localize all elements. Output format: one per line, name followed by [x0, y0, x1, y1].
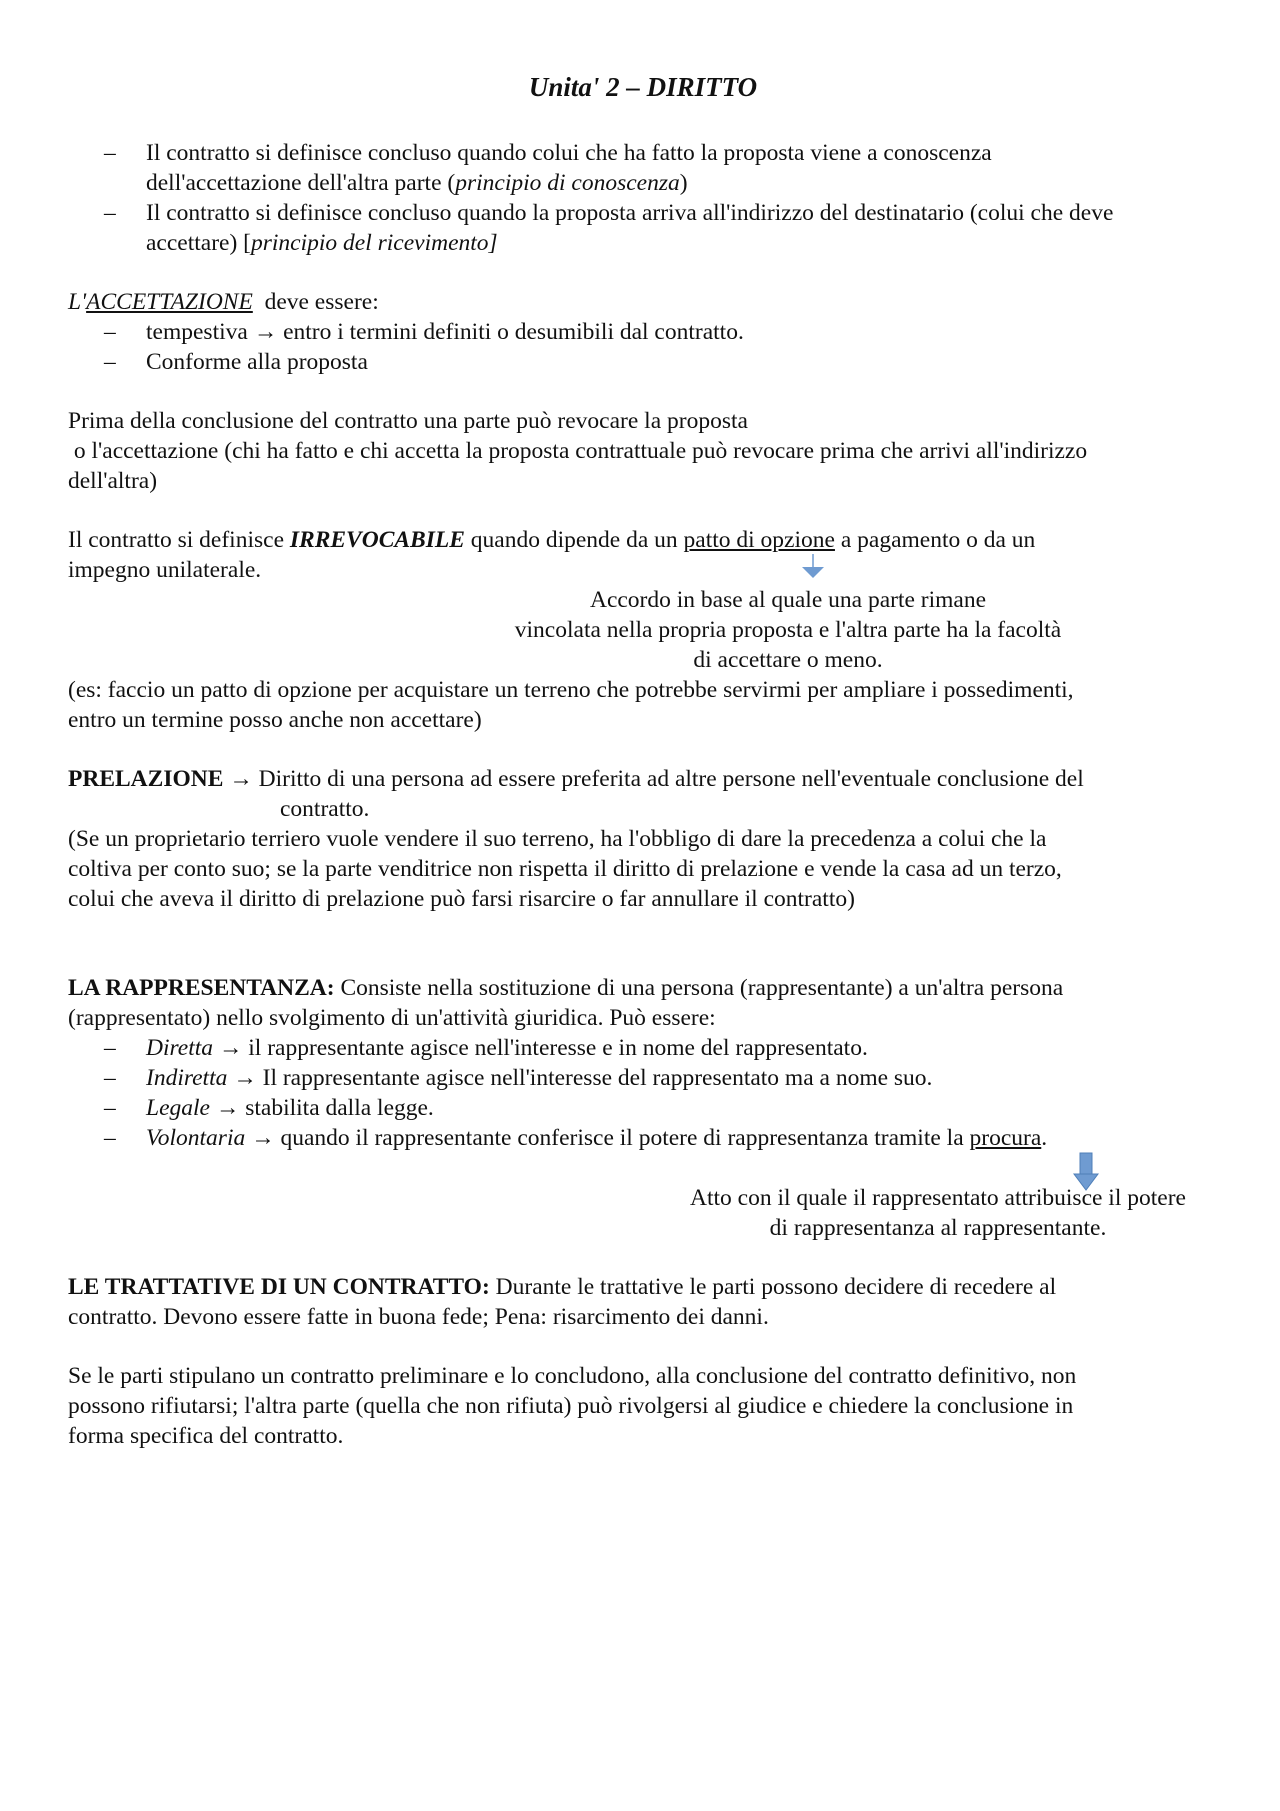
irrevocabile-line: Il contratto si definisce IRREVOCABILE quando dipende da un patto di opzione a pagamento o da un — [68, 527, 1036, 553]
arrow-down-icon — [799, 553, 827, 581]
list-item-continuation: dell'accettazione dell'altra parte (principio di conoscenza) — [146, 170, 688, 196]
list-item: Diretta → il rappresentante agisce nell'interesse e in nome del rappresentato. — [146, 1035, 868, 1061]
arrow-glyph: → — [253, 319, 278, 345]
bullet-dash: – — [104, 1035, 116, 1061]
list-item: Legale → stabilita dalla legge. — [146, 1095, 434, 1121]
bullet-dash: – — [104, 140, 116, 166]
prelazione-line: PRELAZIONE → Diritto di una persona ad essere preferita ad altre persone nell'eventuale conclusione del — [68, 766, 1084, 792]
trattative-heading: LE TRATTATIVE DI UN CONTRATTO: — [68, 1274, 490, 1300]
list-item: tempestiva → entro i termini definiti o desumibili dal contratto. — [146, 319, 744, 345]
list-item-continuation: accettare) [principio del ricevimento] — [146, 230, 498, 256]
rappresentanza-line: LA RAPPRESENTANZA: Consiste nella sostituzione di una persona (rappresentante) a un'altra persona — [68, 975, 1064, 1001]
bullet-dash: – — [104, 319, 116, 345]
list-item: Il contratto si definisce concluso quando la proposta arriva all'indirizzo del destinatario (colui che deve — [146, 200, 1114, 226]
patto-opzione-term: patto di opzione — [683, 527, 835, 553]
list-item: Il contratto si definisce concluso quando colui che ha fatto la proposta viene a conoscenza — [146, 140, 992, 166]
prelazione-heading: PRELAZIONE — [68, 766, 224, 792]
accettazione-heading: L'ACCETTAZIONE deve essere: — [68, 289, 379, 315]
rappresentanza-heading: LA RAPPRESENTANZA: — [68, 975, 335, 1001]
arrow-glyph: → — [229, 766, 253, 792]
page-title: Unita' 2 – DIRITTO — [528, 72, 758, 102]
bullet-dash: – — [104, 1065, 116, 1091]
list-item: Indiretta → Il rappresentante agisce nell'interesse del rappresentato ma a nome suo. — [146, 1065, 933, 1091]
trattative-line: LE TRATTATIVE DI UN CONTRATTO: Durante le trattative le parti possono decidere di recedere al — [68, 1274, 1057, 1300]
bullet-dash: – — [104, 1095, 116, 1121]
procura-term: procura — [969, 1125, 1042, 1151]
bullet-dash: – — [104, 1125, 116, 1151]
bullet-dash: – — [104, 349, 116, 375]
procura-definition: Atto con il quale il rappresentato attribuisce il potere — [690, 1185, 1186, 1211]
list-item: Conforme alla proposta — [146, 349, 368, 375]
bullet-dash: – — [104, 200, 116, 226]
list-item: Volontaria → quando il rappresentante conferisce il potere di rappresentanza tramite la procura. — [146, 1125, 1048, 1151]
opzione-definition: Accordo in base al quale una parte rimane — [589, 587, 987, 613]
